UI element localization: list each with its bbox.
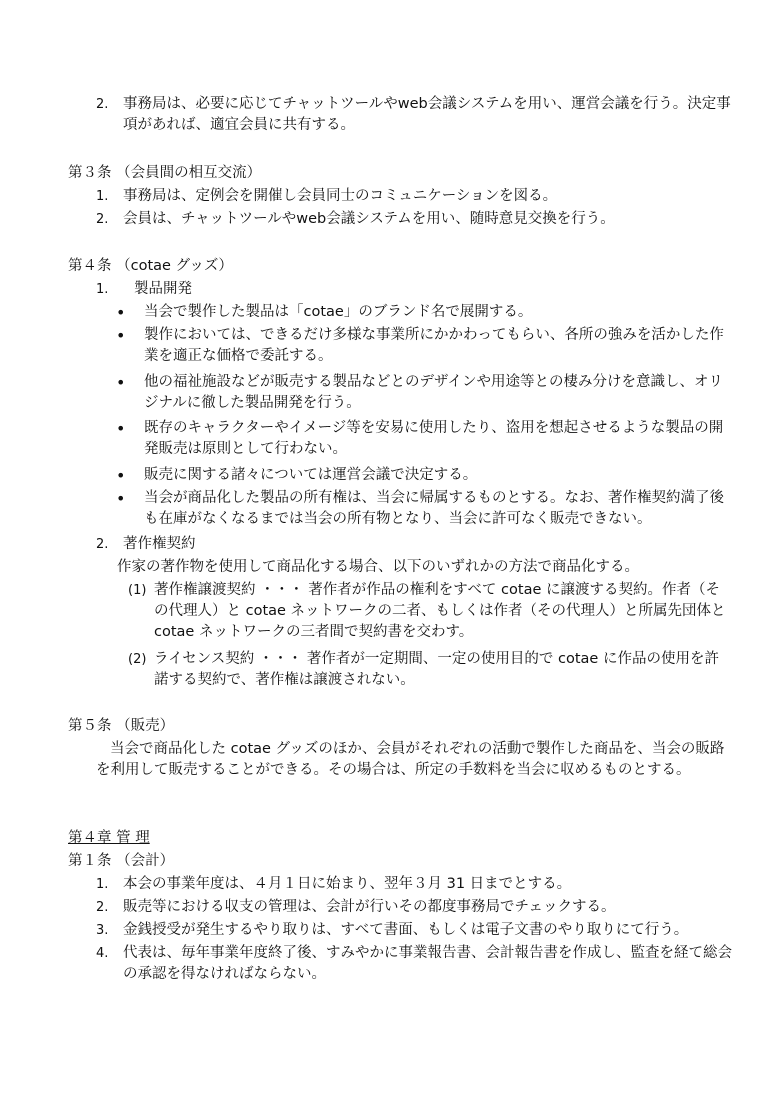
list-item: [96, 209, 736, 230]
bullet-icon: •: [116, 303, 126, 322]
bullet-icon: •: [116, 326, 126, 345]
item-number: 2.: [96, 212, 109, 227]
item-number: 2.: [96, 537, 109, 552]
bullet-text: 当会で製作した製品は「cotae」のブランド名で展開する。: [144, 304, 533, 320]
bullet-item: [116, 488, 726, 530]
bullet-item: [116, 325, 726, 367]
item-number: (2): [128, 652, 147, 667]
paragraph: 作家の著作物を使用して商品化する場合、以下のいずれかの方法で商品化する。: [117, 559, 639, 575]
list-item: [96, 943, 736, 985]
bullet-text: 他の福祉施設などが販売する製品などとのデザインや用途等との棲み分けを意識し、オリジナルに徹した製品開発を行う。: [144, 374, 723, 411]
item-number: 1.: [96, 877, 109, 892]
item-text: 販売等における収支の管理は、会計が行いその都度事務局でチェックする。: [123, 899, 616, 915]
list-item: [96, 279, 736, 300]
article-heading: 第５条 （販売）: [68, 718, 175, 734]
bullet-text: 当会が商品化した製品の所有権は、当会に帰属するものとする。なお、著作権契約満了後も在庫がなくなるまでは当会の所有物となり、当会に許可なく販売できない。: [144, 490, 724, 527]
bullet-text: 製作においては、できるだけ多様な事業所にかかわってもらい、各所の強みを活かした作業を適正な価格で委託する。: [144, 327, 724, 364]
item-number: 2.: [96, 97, 109, 112]
bullet-icon: •: [116, 489, 126, 508]
item-text: 金銭授受が発生するやり取りは、すべて書面、もしくは電子文書のやり取りにて行う。: [123, 922, 689, 938]
method-item: [128, 580, 728, 643]
list-item: [96, 186, 736, 207]
item-title: 製品開発: [134, 281, 192, 297]
item-number: 2.: [96, 900, 109, 915]
item-text: 著作権譲渡契約 ・・・ 著作者が作品の権利をすべて cotae に譲渡する契約。作者（その代理人）と cotae ネットワークの二者、もしくは作者（その代理人）と所属先団体と cotae ネットワークの三者間で契約書を交わす。: [154, 582, 726, 640]
item-number: (1): [128, 583, 147, 598]
method-item: [128, 649, 728, 691]
bullet-item: [116, 418, 726, 460]
chapter-heading: 第４章 管 理: [68, 830, 150, 846]
item-text: 事務局は、必要に応じてチャットツールやweb会議システムを用い、運営会議を行う。決定事項があれば、適宜会員に共有する。: [123, 96, 731, 133]
article-heading: 第４条 （cotae グッズ）: [68, 258, 233, 274]
article-heading: 第３条 （会員間の相互交流）: [68, 165, 262, 181]
bullet-icon: •: [116, 373, 126, 392]
item-number: 1.: [96, 189, 109, 204]
bullet-icon: •: [116, 466, 126, 485]
list-item: [96, 874, 736, 895]
item-text: 代表は、毎年事業年度終了後、すみやかに事業報告書、会計報告書を作成し、監査を経て総会の承認を得なければならない。: [123, 945, 732, 982]
item-title: 著作権契約: [123, 536, 196, 552]
list-item: [96, 920, 736, 941]
list-item: [96, 94, 736, 136]
bullet-text: 販売に関する諸々については運営会議で決定する。: [144, 467, 478, 483]
item-text: 事務局は、定例会を開催し会員同士のコミュニケーションを図る。: [123, 188, 558, 204]
item-text: 会員は、チャットツールやweb会議システムを用い、随時意見交換を行う。: [123, 211, 615, 227]
article-heading: 第１条 （会計）: [68, 853, 175, 869]
item-number: 1.: [96, 282, 109, 297]
bullet-item: [116, 302, 726, 323]
bullet-text: 既存のキャラクターやイメージ等を安易に使用したり、盗用を想起させるような製品の開発販売は原則として行わない。: [144, 420, 724, 457]
list-item: [96, 534, 736, 555]
item-number: 3.: [96, 923, 109, 938]
bullet-item: [116, 465, 726, 486]
item-text: ライセンス契約 ・・・ 著作者が一定期間、一定の使用目的で cotae に作品の使用を許諾する契約で、著作権は譲渡されない。: [154, 651, 719, 688]
paragraph: 当会で商品化した cotae グッズのほか、会員がそれぞれの活動で製作した商品を、当会の販路を利用して販売することができる。その場合は、所定の手数料を当会に収めるものとする。: [96, 741, 725, 778]
list-item: [96, 897, 736, 918]
item-number: 4.: [96, 946, 109, 961]
bullet-icon: •: [116, 419, 126, 438]
item-text: 本会の事業年度は、４月１日に始まり、翌年３月 31 日までとする。: [123, 876, 572, 892]
bullet-item: [116, 372, 726, 414]
